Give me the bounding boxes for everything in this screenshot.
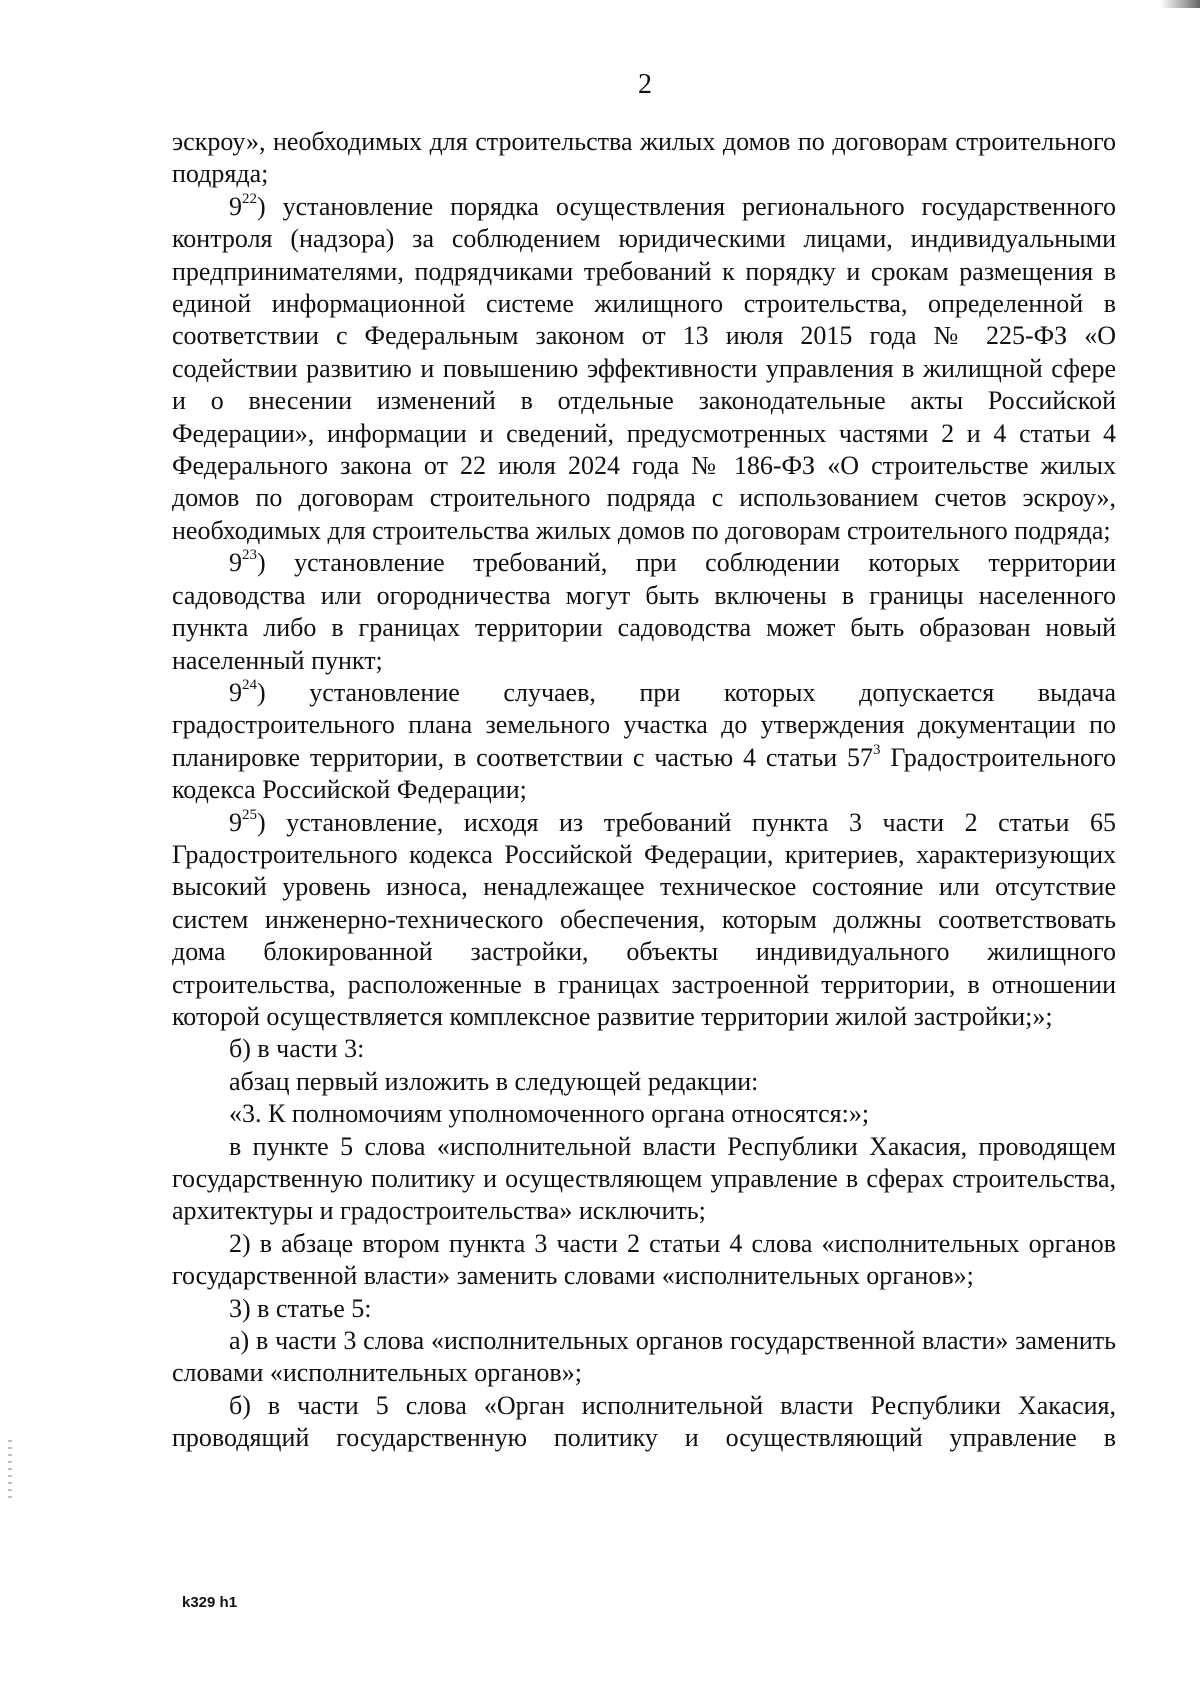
item-number: 9: [229, 807, 242, 837]
article-superscript: 3: [873, 741, 881, 758]
document-code: k329 h1: [182, 1594, 238, 1611]
item-superscript: 24: [242, 676, 257, 693]
page-number: 2: [638, 69, 652, 100]
paragraph-item-9-22: [172, 191, 1116, 547]
paragraph-text: ) установление требований, при соблюдении которых территории садоводства или огородничества могут быть включены в границы населенного пункта либо в границах территории садоводства может быть образован новый населенный пункт;: [172, 548, 1116, 675]
paragraph: б) в части 3:: [229, 1034, 365, 1064]
paragraph: абзац первый изложить в следующей редакции:: [229, 1066, 759, 1096]
scan-artifact: [1160, 0, 1200, 8]
paragraph-text: ) установление порядка осуществления регионального государственного контроля (надзора) за соблюдением юридическими лицами, индивидуальными предпринимателями, подрядчиками требований к порядку и срокам размещения в единой информационной системе жилищного строительства, определенной в соответствии с Федеральным законом от 13 июля 2015 года № 225-ФЗ «О содействии развитию и повышению эффективности управления в жилищной сфере и о внесении изменений в отдельные законодательные акты Российской Федерации», информации и сведений, предусмотренных частями 2 и 4 статьи 4 Федерального закона от 22 июля 2024 года № 186-ФЗ «О строительстве жилых домов по договорам строительного подряда с использованием счетов эскроу», необходимых для строительства жилых домов по договорам строительного подряда;: [172, 191, 1116, 545]
paragraph: «3. К полномочиям уполномоченного органа относятся:»;: [229, 1099, 870, 1129]
paragraph: эскроу», необходимых для строительства жилых домов по договорам строительного подряда;: [172, 127, 1116, 189]
paragraph-text: ) установление случаев, при которых допускается выдача градостроительного плана земельного участка до утверждения документации по планировке территории, в соответствии с частью 4 статьи 57: [172, 677, 1116, 772]
paragraph: а) в части 3 слова «исполнительных органов государственной власти» заменить словами «исполнительных органов»;: [172, 1326, 1116, 1388]
paragraph: б) в части 5 слова «Орган исполнительной власти Республики Хакасия, проводящий государственную политику и осуществляющий управление в: [172, 1390, 1116, 1453]
paragraph-item-9-25: [172, 807, 1116, 1034]
paragraph-text-continued: Градостроительного кодекса Российской Федерации;: [172, 742, 1117, 805]
scan-artifact: [8, 1440, 12, 1500]
paragraph: 3) в статье 5:: [229, 1293, 372, 1323]
paragraph: в пункте 5 слова «исполнительной власти Республики Хакасия, проводящем государственную политику и осуществляющем управление в сферах строительства, архитектуры и градостроительства» исключить;: [172, 1131, 1116, 1226]
item-number: 9: [229, 191, 242, 221]
paragraph-item-9-24: [172, 677, 1116, 807]
item-superscript: 25: [242, 806, 257, 823]
paragraph-text: ) установление, исходя из требований пункта 3 части 2 статьи 65 Градостроительного кодекса Российской Федерации, критериев, характеризующих высокий уровень износа, ненадлежащее техническое состояние или отсутствие систем инженерно-технического обеспечения, которым должны соответствовать дома блокированной застройки, объекты индивидуального жилищного строительства, расположенные в границах застроенной территории, в отношении которой осуществляется комплексное развитие территории жилой застройки;»;: [172, 807, 1116, 1031]
document-body: [172, 126, 1116, 1455]
paragraph: 2) в абзаце втором пункта 3 части 2 статьи 4 слова «исполнительных органов государственной власти» заменить словами «исполнительных органов»;: [172, 1228, 1116, 1291]
item-superscript: 23: [242, 547, 257, 564]
item-number: 9: [229, 677, 242, 707]
item-number: 9: [229, 548, 242, 578]
item-superscript: 22: [242, 190, 257, 207]
paragraph-item-9-23: [172, 547, 1116, 677]
